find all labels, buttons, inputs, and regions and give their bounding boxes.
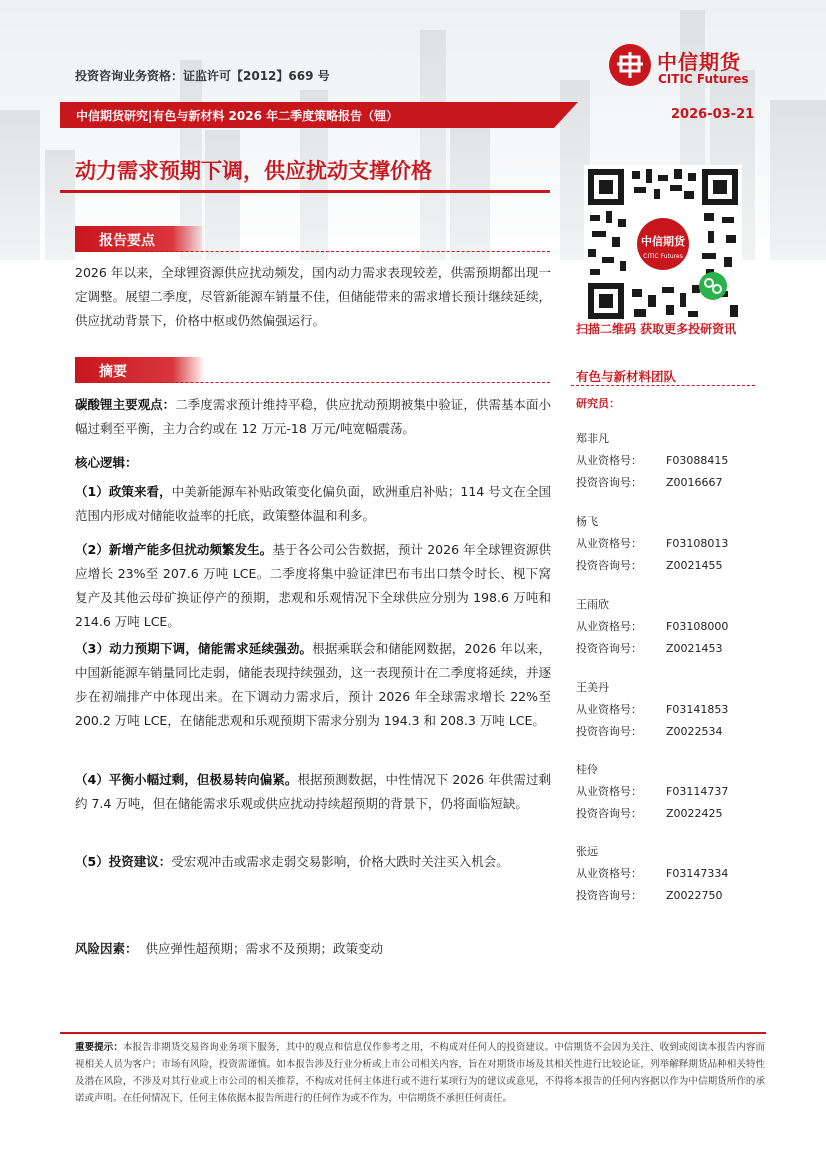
section-label-key-points: 报告要点	[75, 226, 205, 252]
analyst-qualification-no: F03108000	[666, 620, 729, 633]
logic-item-2: （2）新增产能多但扰动频繁发生。基于各公司公告数据，预计 2026 年全球锂资源供应增长 23%至 207.6 万吨 LCE。二季度将集中验证津巴布韦出口禁令时长、枧下窝复产及其他云母矿换证停产的预期，悲观和乐观情况下全球供应分别为 198.6 万吨和 214.6 万吨 LCE。	[75, 542, 551, 629]
disclaimer-text: 本报告非期货交易咨询业务项下服务，其中的观点和信息仅作参考之用，不构成对任何人的投资建议。中信期货不会因为关注、收到或阅读本报告内容而视相关人员为客户；市场有风险，投资需谨慎。如本报告涉及行业分析或上市公司相关内容，旨在对期货市场及其相关性进行比较论证，列举解释期货品种相关特性及潜在风险，不涉及对其行业或上市公司的相关推荐，不构成对任何主体进行或不进行某项行为的建议或意见，不得将本报告的任何内容据以作为中信期货所作的承诺或声明。在任何情况下，任何主体依据本报告所进行的任何作为或不作为，中信期货不承担任何责任。	[75, 1042, 765, 1104]
svg-text:CITIC Futures: CITIC Futures	[643, 253, 683, 260]
analyst-consult-no: Z0016667	[666, 476, 723, 489]
logo-name-cn: 中信期货	[657, 50, 741, 74]
citic-logo-icon	[609, 44, 651, 86]
main-view-text: 二季度需求预计维持平稳，供应扰动预期被集中验证，供需基本面小幅过剩至平衡，主力合约或在 12 万元-18 万元/吨宽幅震荡。	[75, 397, 551, 436]
analyst-name: 王美丹	[576, 681, 609, 694]
risk-label: 风险因素：	[75, 941, 138, 956]
report-title: 动力需求预期下调，供应扰动支撑价格	[75, 159, 432, 183]
report-banner-text: 中信期货研究|有色与新材料 2026 年二季度策略报告（锂）	[76, 109, 399, 123]
section-label-summary: 摘要	[75, 357, 205, 383]
disclaimer	[75, 1039, 765, 1107]
analyst-qualification-no: F03088415	[666, 454, 729, 467]
qr-code-icon	[584, 165, 742, 323]
disclaimer-label: 重要提示：	[75, 1042, 123, 1053]
analyst-consult-no: Z0022425	[666, 807, 723, 820]
logic-item-1: （1）政策来看，中美新能源车补贴政策变化偏负面，欧洲重启补贴；114 号文在全国范围内形成对储能收益率的托底，政策整体温和利多。	[75, 484, 551, 523]
main-view-paragraph	[75, 393, 551, 441]
team-subtitle: 研究员：	[576, 397, 620, 410]
risk-factors	[75, 939, 383, 957]
svg-text:中信期货: 中信期货	[641, 235, 685, 248]
disclaimer-divider	[60, 1032, 766, 1034]
qr-caption: 扫描二维码 获取更多投研资讯	[576, 322, 737, 336]
analyst-entry: 张远 从业资格号： F03147334 投资咨询号： Z0022750	[576, 841, 766, 907]
analyst-entry: 杨飞 从业资格号： F03108013 投资咨询号： Z0021455	[576, 511, 766, 577]
analyst-entry: 王雨欣 从业资格号： F03108000 投资咨询号： Z0021453	[576, 594, 766, 660]
team-divider	[571, 385, 755, 386]
qr-code[interactable]	[584, 165, 742, 323]
risk-text: 供应弹性超预期；需求不及预期；政策变动	[145, 941, 383, 956]
analyst-consult-no: Z0021455	[666, 559, 723, 572]
core-logic-label: 核心逻辑：	[75, 455, 138, 470]
logic-item-5: （5）投资建议：受宏观冲击或需求走弱交易影响，价格大跌时关注买入机会。	[75, 854, 509, 869]
analyst-entry: 桂伶 从业资格号： F03114737 投资咨询号： Z0022425	[576, 759, 766, 825]
section-divider	[75, 251, 550, 252]
qualification-text: 投资咨询业务资格：证监许可【2012】669 号	[75, 69, 330, 83]
report-banner	[60, 102, 554, 128]
analyst-name: 王雨欣	[576, 598, 609, 611]
analyst-entry: 王美丹 从业资格号： F03141853 投资咨询号： Z0022534	[576, 677, 766, 743]
citic-futures-logo	[609, 44, 759, 90]
analyst-qualification-no: F03147334	[666, 867, 729, 880]
report-date: 2026-03-21	[671, 107, 755, 122]
analyst-qualification-no: F03141853	[666, 703, 729, 716]
analyst-qualification-no: F03114737	[666, 785, 729, 798]
analyst-consult-no: Z0021453	[666, 642, 723, 655]
key-points-text: 2026 年以来，全球锂资源供应扰动频发，国内动力需求表现较差，供需预期都出现一定调整。展望二季度，尽管新能源车销量不佳，但储能带来的需求增长预计继续延续，供应扰动背景下，价格中枢或仍然偏强运行。	[75, 265, 551, 328]
analyst-qualification-no: F03108013	[666, 537, 729, 550]
analyst-name: 杨飞	[576, 515, 598, 528]
title-underline	[60, 190, 550, 193]
analyst-name: 郑非凡	[576, 432, 609, 445]
team-title: 有色与新材料团队	[576, 369, 677, 384]
logic-item-4: （4）平衡小幅过剩，但极易转向偏紧。根据预测数据，中性情况下 2026 年供需过剩约 7.4 万吨，但在储能需求乐观或供应扰动持续超预期的背景下，仍将面临短缺。	[75, 772, 551, 811]
analyst-entry: 郑非凡 从业资格号： F03088415 投资咨询号： Z0016667	[576, 428, 766, 494]
logic-item-3: （3）动力预期下调，储能需求延续强劲。根据乘联会和储能网数据，2026 年以来，中国新能源车销量同比走弱，储能表现持续强劲，这一表现预计在二季度将延续，并逐步在初端排产中体现出来。在下调动力需求后，预计 2026 年全球需求增长 22%至 200.2 万吨 LCE，在储能悲观和乐观预期下需求分别为 194.3 和 208.3 万吨 LCE。	[75, 641, 551, 728]
analyst-consult-no: Z0022750	[666, 889, 723, 902]
analyst-name: 桂伶	[576, 763, 598, 776]
analyst-consult-no: Z0022534	[666, 725, 723, 738]
main-view-label: 碳酸锂主要观点：	[75, 397, 176, 412]
analyst-name: 张远	[576, 845, 598, 858]
section-divider	[75, 382, 550, 383]
logo-name-en: CITIC Futures	[658, 72, 749, 86]
